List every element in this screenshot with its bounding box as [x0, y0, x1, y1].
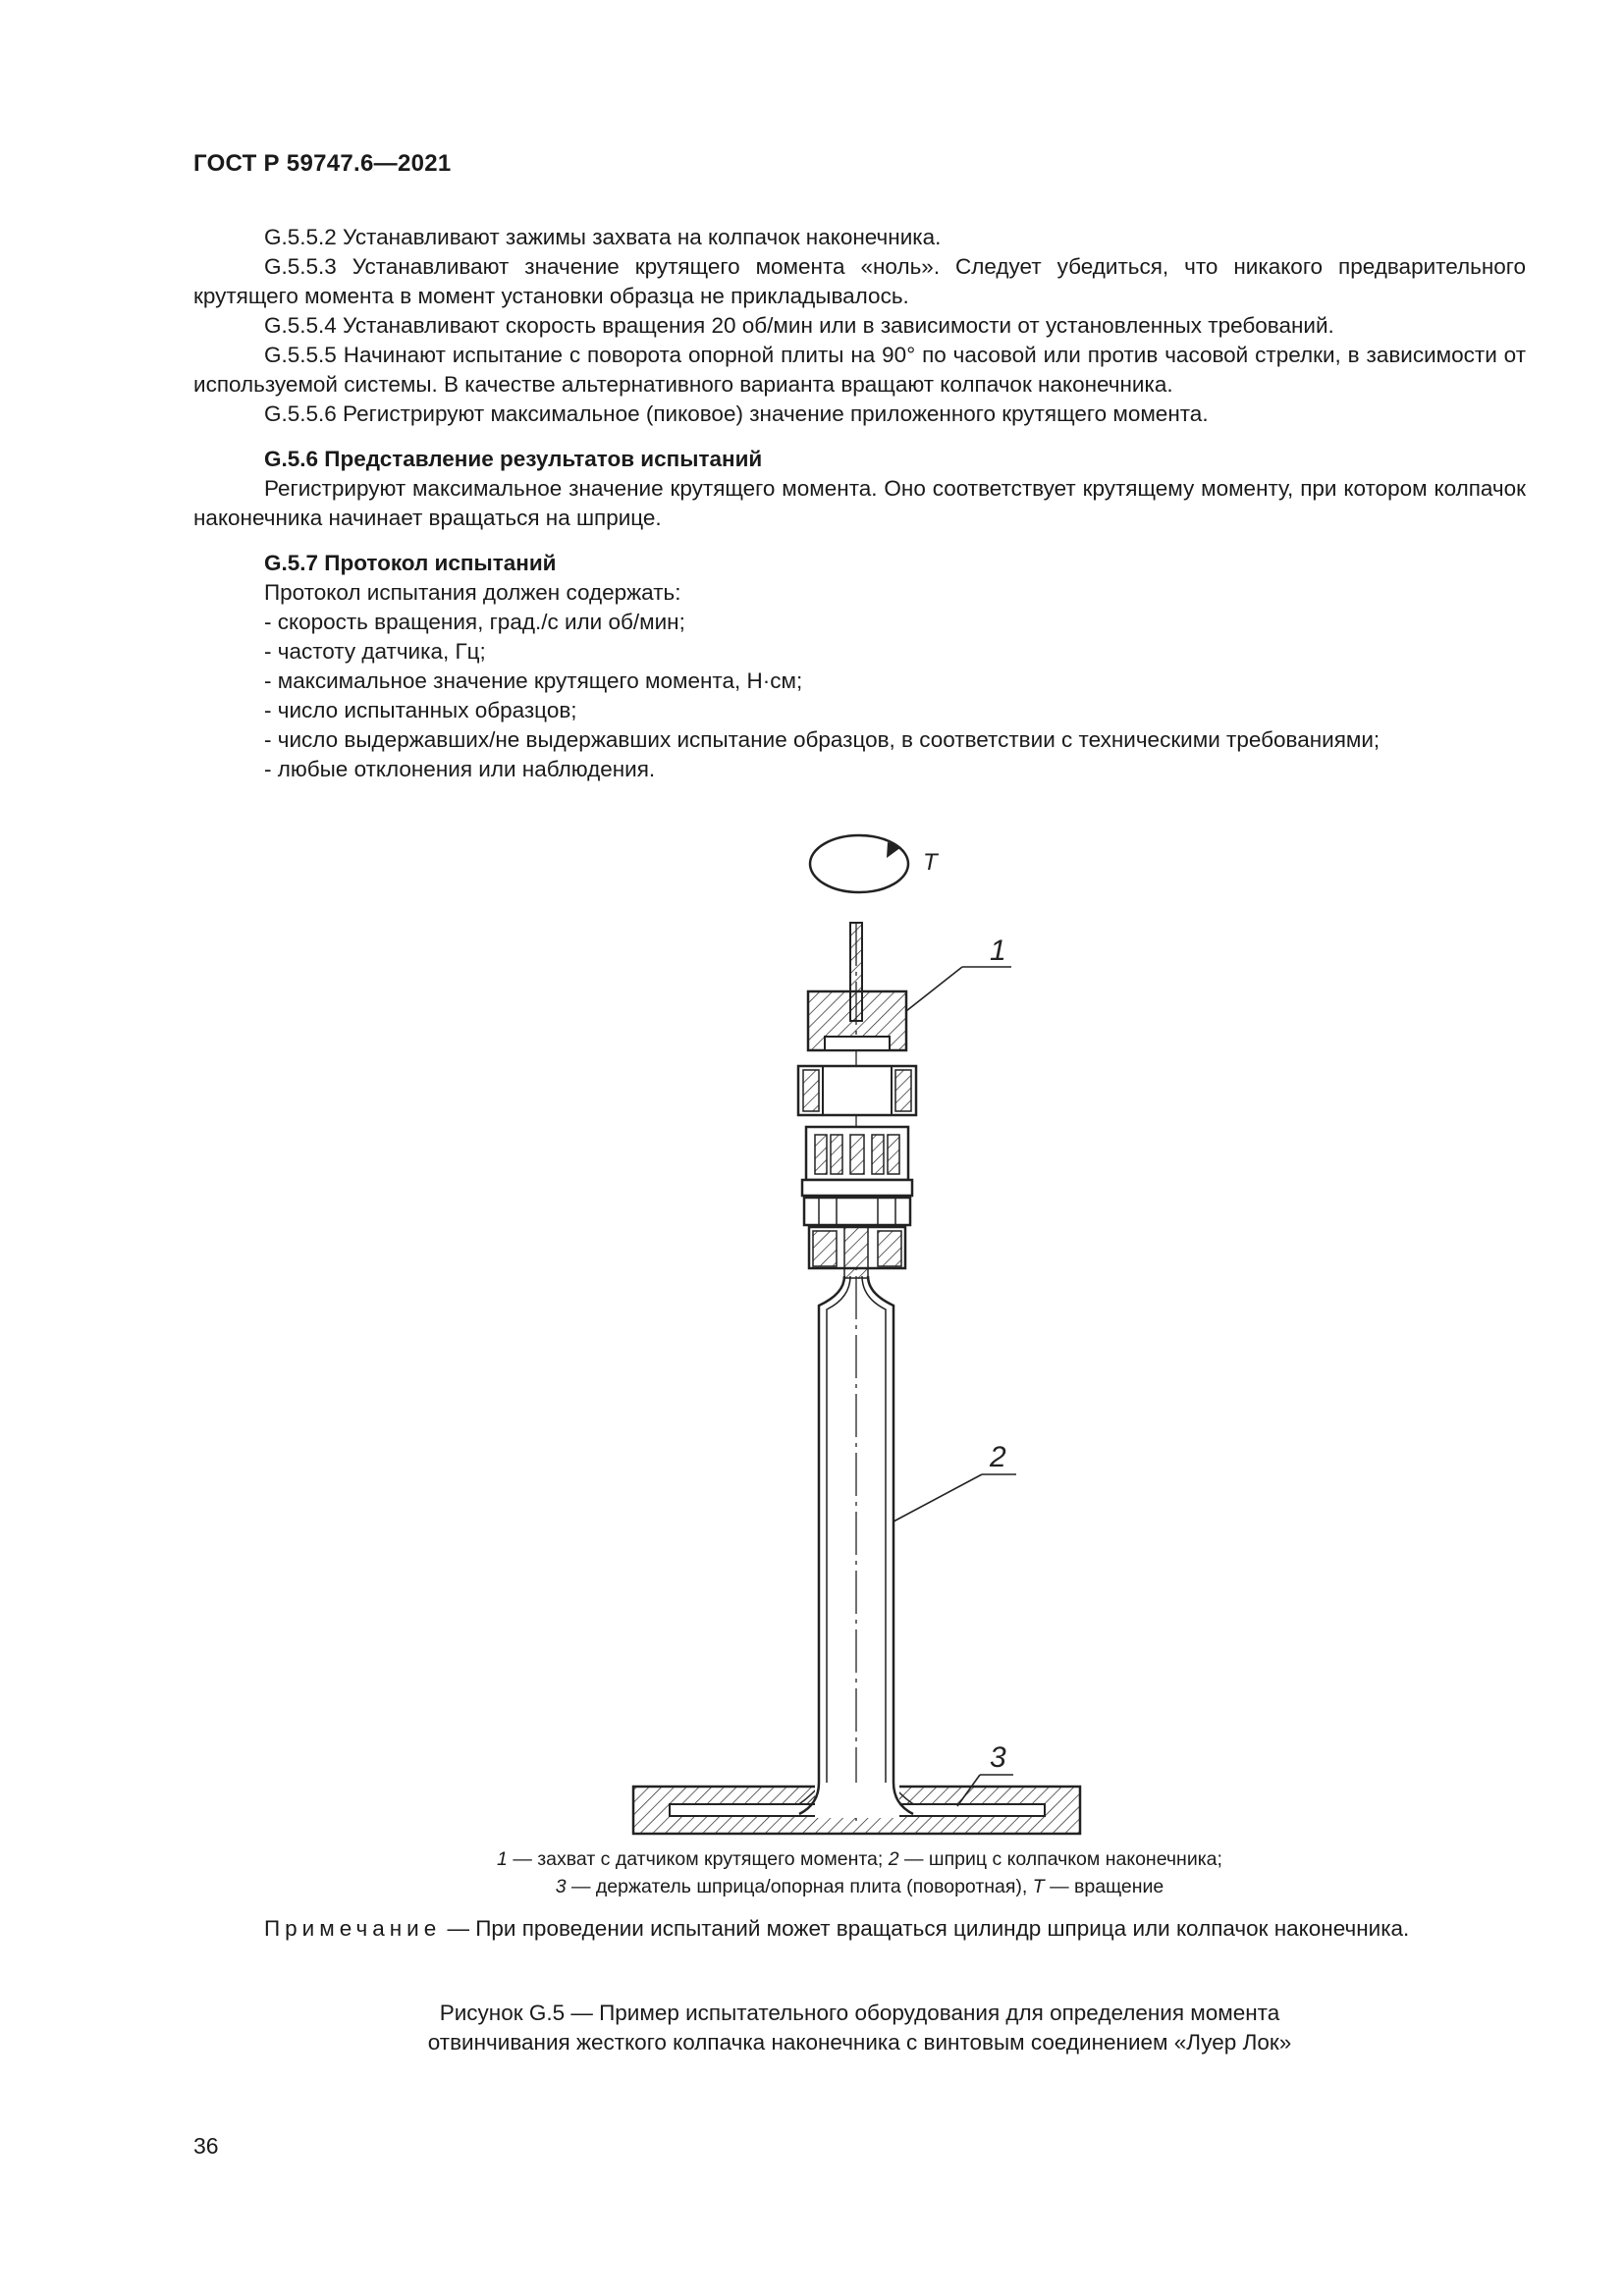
body-text: [193, 223, 1526, 784]
legend-number: 2: [888, 1848, 899, 1870]
protocol-item: - скорость вращения, град./с или об/мин;: [264, 610, 685, 634]
section-heading-g56: G.5.6 Представление результатов испытаний: [264, 447, 763, 471]
legend-number: 3: [555, 1876, 567, 1897]
legend-text: — держатель шприца/опорная плита (поворотная),: [566, 1876, 1033, 1897]
legend-text: — захват с датчиком крутящего момента;: [507, 1848, 889, 1870]
syringe-holder-plate: [633, 1783, 1080, 1834]
caption-line: Рисунок G.5 — Пример испытательного оборудования для определения момента: [439, 2001, 1280, 2025]
caption-line: отвинчивания жесткого колпачка наконечника с винтовым соединением «Луер Лок»: [427, 2030, 1292, 2055]
paragraph-g56-text: Регистрируют максимальное значение крутящего момента. Оно соответствует крутящему моменту, при котором колпачок наконечника начинает вращаться на шприце.: [193, 476, 1526, 530]
paragraph-g552: G.5.5.2 Устанавливают зажимы захвата на колпачок наконечника.: [264, 225, 942, 249]
figure-note: [193, 1914, 1526, 1944]
legend-number: 1: [497, 1848, 508, 1870]
protocol-item: - частоту датчика, Гц;: [264, 639, 486, 664]
section-heading-g57: G.5.7 Протокол испытаний: [264, 551, 557, 575]
callout-2: 2: [990, 1441, 1006, 1473]
legend-number: T: [1032, 1876, 1045, 1897]
legend-text: — шприц с колпачком наконечника;: [898, 1848, 1222, 1870]
rotation-arrow-icon: [810, 835, 908, 892]
grip-with-torque-sensor: [798, 991, 916, 1225]
protocol-intro: Протокол испытания должен содержать:: [264, 580, 681, 605]
rotation-label: T: [923, 849, 938, 876]
paragraph-g556: G.5.5.6 Регистрируют максимальное (пиковое) значение приложенного крутящего момента.: [264, 401, 1209, 426]
note-text: — При проведении испытаний может вращаться цилиндр шприца или колпачок наконечника.: [441, 1916, 1410, 1941]
callout-1: 1: [990, 934, 1006, 967]
figure-caption: [193, 1999, 1526, 2057]
callout-3: 3: [990, 1741, 1006, 1774]
torque-test-figure: [609, 815, 1100, 1836]
paragraph-g553: G.5.5.3 Устанавливают значение крутящего момента «ноль». Следует убедиться, что никакого предварительного крутящего момента в момент установки образца не прикладывалось.: [193, 254, 1526, 308]
paragraph-g554: G.5.5.4 Устанавливают скорость вращения 20 об/мин или в зависимости от установленных требований.: [264, 313, 1334, 338]
protocol-item: - число испытанных образцов;: [264, 698, 577, 722]
protocol-item: - любые отклонения или наблюдения.: [264, 757, 656, 781]
note-label: Примечание: [264, 1916, 442, 1941]
page-number: 36: [193, 2133, 219, 2159]
paragraph-g555: G.5.5.5 Начинают испытание с поворота опорной плиты на 90° по часовой или против часовой стрелки, в зависимости от используемой системы. В качестве альтернативного варианта вращают колпачок наконечника.: [193, 343, 1526, 397]
legend-text: — вращение: [1044, 1876, 1164, 1897]
protocol-item: - число выдержавших/не выдержавших испытание образцов, в соответствии с техническими требованиями;: [264, 727, 1380, 752]
protocol-item: - максимальное значение крутящего момента, Н·см;: [264, 668, 803, 693]
figure-legend: [193, 1845, 1526, 1900]
document-header: ГОСТ Р 59747.6—2021: [193, 150, 452, 177]
